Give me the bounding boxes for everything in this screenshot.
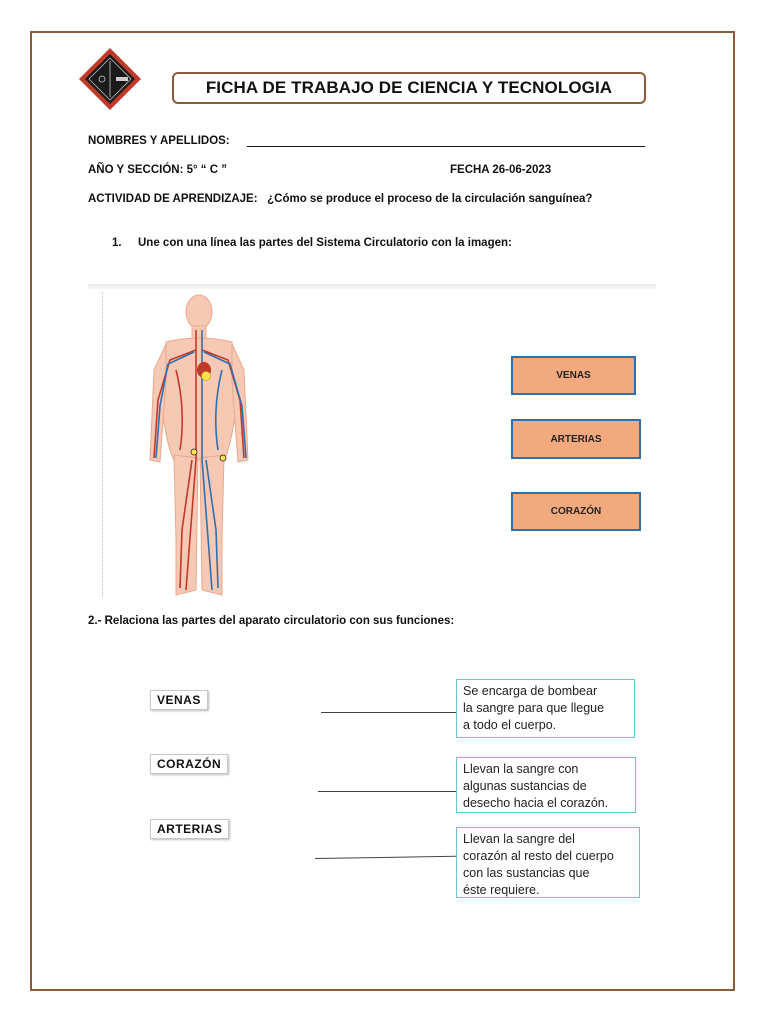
function-2-line-1: Llevan la sangre con xyxy=(463,762,579,776)
date: FECHA 26-06-2023 xyxy=(450,164,552,176)
school-logo xyxy=(78,47,142,111)
exercise1-text: Une con una línea las partes del Sistema Circulatorio con la imagen: xyxy=(138,237,512,249)
image-top-edge xyxy=(88,284,656,289)
label-venas: VENAS xyxy=(511,356,636,395)
exercise1-instruction xyxy=(112,237,512,249)
label-arterias: ARTERIAS xyxy=(511,419,641,459)
function-1-line-2: la sangre para que llegue xyxy=(463,701,605,715)
connector-line-1 xyxy=(321,712,457,713)
function-2-line-3: desecho hacia el corazón. xyxy=(463,796,609,810)
part-corazon: CORAZÓN xyxy=(150,754,228,774)
worksheet-title: FICHA DE TRABAJO DE CIENCIA Y TECNOLOGIA xyxy=(172,72,646,104)
names-input-line[interactable] xyxy=(247,146,645,147)
activity-question: ¿Cómo se produce el proceso de la circulación sanguínea? xyxy=(267,193,593,205)
year-section: AÑO Y SECCIÓN: 5° “ C ” xyxy=(88,164,228,176)
connector-line-2 xyxy=(318,791,456,792)
function-box-2 xyxy=(456,757,636,813)
function-2-line-2: algunas sustancias de xyxy=(463,779,587,793)
function-3-line-2: corazón al resto del cuerpo xyxy=(463,849,614,863)
activity-line xyxy=(88,193,592,205)
part-arterias: ARTERIAS xyxy=(150,819,229,839)
circulatory-system-illustration xyxy=(146,290,252,600)
exercise1-number: 1. xyxy=(112,237,122,249)
function-3-line-3: con las sustancias que xyxy=(463,866,590,880)
function-3-line-1: Llevan la sangre del xyxy=(463,832,575,846)
function-1-line-1: Se encarga de bombear xyxy=(463,684,598,698)
part-venas: VENAS xyxy=(150,690,208,710)
names-label: NOMBRES Y APELLIDOS: xyxy=(88,135,230,147)
exercise2-instruction: 2.- Relaciona las partes del aparato circulatorio con sus funciones: xyxy=(88,615,455,627)
image-left-edge xyxy=(102,292,103,597)
activity-label: ACTIVIDAD DE APRENDIZAJE: xyxy=(88,193,258,205)
function-3-line-4: éste requiere. xyxy=(463,883,540,897)
function-1-line-3: a todo el cuerpo. xyxy=(463,718,557,732)
function-box-1 xyxy=(456,679,635,738)
function-box-3 xyxy=(456,827,640,898)
label-corazon: CORAZÓN xyxy=(511,492,641,531)
